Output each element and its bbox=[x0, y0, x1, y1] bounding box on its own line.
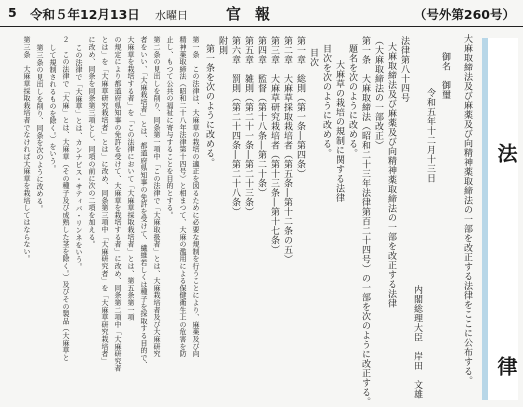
text-line: に改め、同条を同条第三項とし、同項の前に次の二項を加える。 bbox=[88, 36, 96, 248]
imperial-seal-line: 御名 御璽 bbox=[440, 52, 450, 100]
issue-weekday: 水曜日 bbox=[155, 9, 188, 22]
gazette-header bbox=[0, 0, 523, 27]
page-number: 5 bbox=[8, 5, 17, 20]
prime-minister-signature: 内閣総理大臣 岸田 文雄 bbox=[412, 285, 422, 399]
toc-heading: 目次 bbox=[308, 48, 318, 67]
article-line: 第一条 大麻取締法（昭和二十三年法律第百二十四号）の一部を次のように改正する。 bbox=[360, 36, 370, 407]
text-line: 第三条の見出しを削り、同条を次のように改める。 bbox=[36, 44, 44, 212]
text-line: 第三条 大麻草採取栽培者でなければ大麻草を栽培してはならない。 bbox=[23, 36, 31, 263]
text-line: の規定により都道府県知事の免許を受けて、大麻草を栽培する者」に改め、同条第二項中「大麻研究者 bbox=[114, 36, 122, 372]
toc-entry: 第五章 雑則（第二十一条―第二十三条） bbox=[243, 36, 253, 217]
text-line: 第一条 この法律は、大麻草の栽培の適正を図るために必要な規制を行うことにより、麻薬及び向 bbox=[192, 36, 200, 358]
text-line: して規制されるものを除く。）をいう。 bbox=[49, 44, 57, 172]
toc-entry: 附則 bbox=[217, 36, 227, 55]
toc-entry: 第三章 大麻草研究栽培者（第十三条―第十七条） bbox=[269, 36, 279, 255]
law-number: 法律第八十四号 bbox=[399, 36, 409, 103]
promulgation-date: 令和五年十二月十三日 bbox=[425, 88, 435, 183]
text-line: 第二条の見出しを削り、同条第一項中「この法律で「大麻取扱者」とは、大麻栽培者及び大麻研究 bbox=[153, 36, 161, 358]
text-line: ２ この法律で「大麻」とは、大麻草（その種子及び成熟した茎を除く。）及びその製品（大麻草と bbox=[62, 36, 70, 361]
section-label-ritsu: 律 bbox=[494, 356, 518, 376]
toc-entry: 第六章 罰則（第二十四条―第二十八条） bbox=[230, 36, 240, 217]
gazette-title: 官報 bbox=[226, 5, 285, 23]
section-sidebar bbox=[482, 38, 518, 400]
text-line: 大麻草を栽培する者」を「この法律において「大麻草採取栽培者」とは、第五条第一項 bbox=[127, 36, 135, 321]
text-line: 精神薬取締法（昭和二十八年法律第十四号）と相まつて、大麻の濫用による保健衛生上の危害を防 bbox=[179, 36, 187, 358]
new-title-line: 大麻草の栽培の規制に関する法律 bbox=[334, 60, 344, 203]
issue-date: 令和５年12月13日 bbox=[30, 7, 140, 22]
text-line: 第一条を次のように改める。 bbox=[204, 44, 214, 168]
text-line: 目次を次のように改める。 bbox=[321, 44, 331, 158]
promulgation-text: 大麻取締法及び麻薬及び向精神薬取締法の一部を改正する法律をここに公布する。 bbox=[462, 34, 472, 386]
section-label-ho: 法 bbox=[494, 143, 518, 163]
text-line: 題名を次のように改める。 bbox=[347, 44, 357, 158]
toc-entry: 第二章 大麻草採取栽培者（第五条―第十二条の五） bbox=[282, 36, 292, 264]
text-line: 者をいい、「大麻栽培者」とは、都道府県知事の免許を受けて、繊維若しくは種子を採取する目的で、 bbox=[140, 36, 148, 369]
law-title: 大麻取締法及び麻薬及び向精神薬取締法の一部を改正する法律 bbox=[386, 42, 396, 308]
text-line: とは」を「大麻草研究栽培者」とは」に改め、同条第三項中「大麻研究者」を「大麻草研究栽培者」 bbox=[101, 36, 109, 365]
sidebar-stripe bbox=[482, 38, 488, 400]
text-line: この法律で「大麻草」とは、カンナビス・サティバ・リンネをいう。 bbox=[75, 44, 83, 271]
toc-entry: 第一章 総則（第一条―第四条） bbox=[295, 36, 305, 179]
section-heading: （大麻取締法の一部改正） bbox=[373, 36, 383, 150]
issue-number: （号外第260号） bbox=[413, 7, 515, 22]
toc-entry: 第四章 監督（第十八条―第二十条） bbox=[256, 36, 266, 198]
text-line: 止し、もつて公共の福祉に寄与することを目的とする。 bbox=[166, 36, 174, 219]
